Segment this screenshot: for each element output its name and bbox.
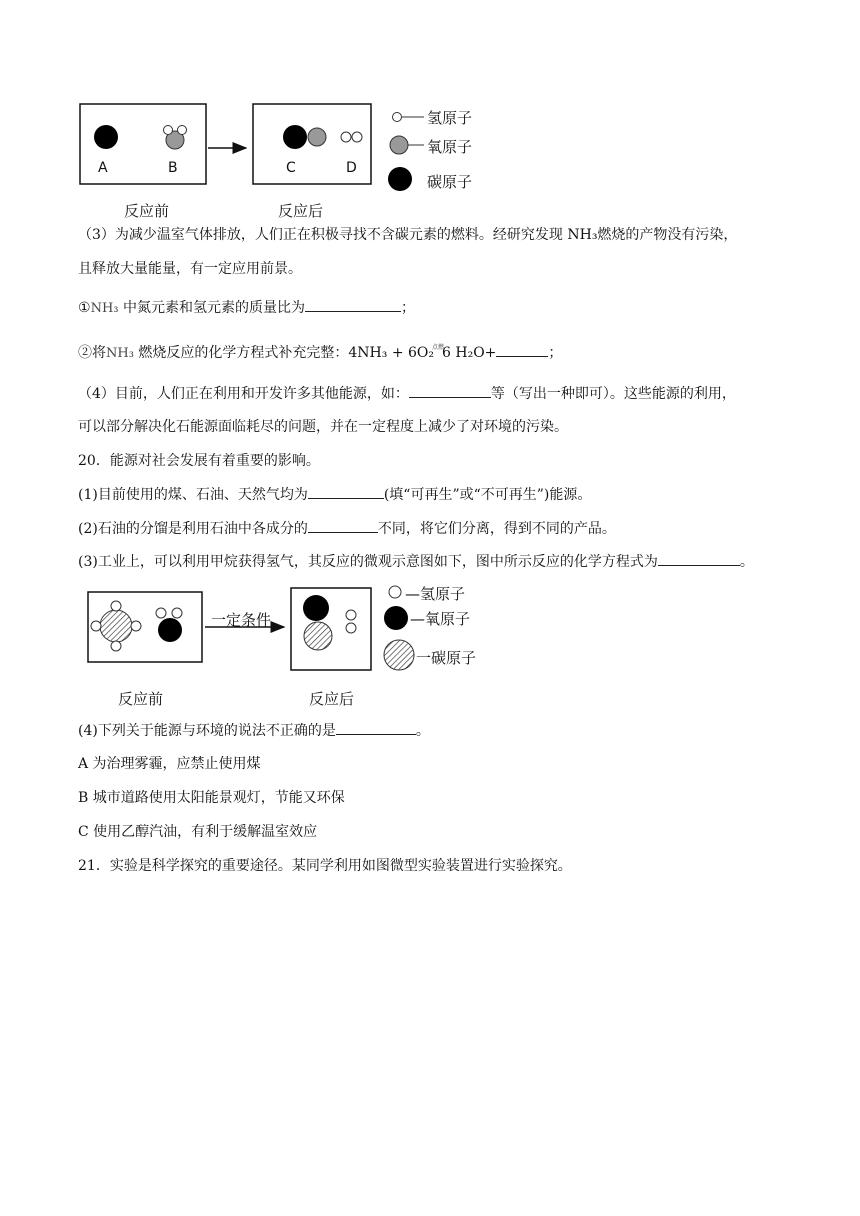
q20-option-A[interactable]: A 为治理雾霾，应禁止使用煤 — [78, 756, 261, 772]
item1-text: 中氮元素和氢元素的质量比为 — [118, 300, 305, 316]
q19-part3-line1: （3）为减少温室气体排放，人们正在积极寻找不含碳元素的燃料。经研究发现 NH₃燃烧的产物没有污染， — [78, 227, 738, 243]
answer-blank-energy-source[interactable] — [409, 383, 491, 398]
q20-title: 20．能源对社会发展有着重要的影响。 — [78, 453, 320, 469]
caption-before-1: 反应前 — [124, 202, 170, 220]
sub3-text-a: (3)工业上，可以利用甲烷获得氢气，其反应的微观示意图如下，图中所示反应的化学方程式为 — [78, 554, 658, 570]
legend-oxygen-symbol — [390, 136, 424, 154]
caption-before-2: 反应前 — [118, 690, 164, 708]
q20-option-C[interactable]: C 使用乙醇汽油，有利于缓解温室效应 — [78, 824, 318, 840]
sub3-end: 。 — [739, 554, 754, 570]
legend-oxygen-2: —氧原子 — [410, 610, 471, 628]
co-molecule-C — [283, 125, 326, 149]
q20-sub3 — [78, 551, 754, 572]
legend-hydrogen-symbol — [393, 113, 425, 122]
q19-part4-line1 — [78, 383, 736, 404]
q20-sub2 — [78, 518, 616, 539]
arrow-condition-label: 一定条件 — [211, 611, 272, 629]
part4-text-b: 等（写出一种即可）。这些能源的利用， — [490, 386, 736, 402]
item2-formula: NH₃ — [106, 346, 134, 361]
answer-blank-incorrect-statement[interactable] — [336, 720, 416, 735]
item1-prefix: ① — [78, 300, 91, 316]
item2-end: ； — [548, 345, 563, 361]
water-molecule-B — [164, 126, 187, 150]
item1-end: ； — [400, 300, 415, 316]
legend-carbon-2: 一碳原子 — [416, 649, 477, 667]
h2-molecule-2 — [346, 610, 356, 633]
legend-carbon-symbol-2 — [384, 640, 414, 670]
answer-blank-mass-ratio[interactable] — [305, 297, 401, 312]
sub4-text-a: (4)下列关于能源与环境的说法不正确的是 — [78, 723, 336, 739]
legend-hydrogen: 氢原子 — [427, 109, 473, 127]
item2-condition: 点燃 — [432, 344, 445, 351]
part4-text-a: （4）目前，人们正在利用和开发许多其他能源，如： — [78, 386, 409, 402]
caption-after-1: 反应后 — [278, 202, 324, 220]
legend-oxygen: 氧原子 — [427, 138, 473, 156]
item1-formula: NH₃ — [90, 301, 119, 316]
q20-option-B[interactable]: B 城市道路使用太阳能景观灯，节能又环保 — [78, 790, 345, 806]
q19-item2 — [78, 342, 562, 366]
legend-carbon: 碳原子 — [427, 173, 473, 191]
sub4-end: 。 — [415, 723, 430, 739]
methane-molecule — [91, 601, 141, 651]
q20-sub1 — [78, 484, 591, 505]
legend-hydrogen-symbol-2 — [389, 586, 401, 598]
answer-blank-equation[interactable] — [496, 342, 548, 357]
answer-blank-renewable[interactable] — [308, 484, 384, 499]
sub2-text-a: (2)石油的分馏是利用石油中各成分的 — [78, 521, 308, 537]
q19-item1 — [78, 297, 415, 319]
label-B: B — [168, 160, 178, 176]
sub1-text-b: (填“可再生”或“不可再生”)能源。 — [383, 487, 592, 503]
q21-title: 21．实验是科学探究的重要途径。某同学利用如图微型实验装置进行实验探究。 — [78, 858, 572, 874]
q19-part3-line2: 且释放大量能量，有一定应用前景。 — [78, 261, 302, 277]
sub1-text-a: (1)目前使用的煤、石油、天然气均为 — [78, 487, 308, 503]
products-box-2 — [291, 588, 371, 670]
caption-after-2: 反应后 — [309, 690, 355, 708]
item2-text: 燃烧反应的化学方程式补充完整：4NH₃ + 6O₂ — [133, 345, 434, 361]
label-D: D — [346, 160, 357, 176]
item2-prefix: ②将 — [78, 345, 106, 361]
h2-molecule-D — [341, 132, 362, 142]
legend-carbon-symbol — [388, 167, 412, 191]
q19-part4-line2: 可以部分解决化石能源面临耗尽的问题，并在一定程度上减少了对环境的污染。 — [78, 419, 568, 435]
co-molecule-2 — [303, 595, 332, 650]
legend-hydrogen-2: —氢原子 — [405, 585, 466, 603]
water-molecule-2 — [156, 608, 182, 642]
item2-after: 6 H₂O+ — [442, 345, 497, 361]
answer-blank-methane-equation[interactable] — [658, 551, 740, 566]
label-C: C — [286, 160, 296, 176]
answer-blank-boiling-point[interactable] — [308, 518, 378, 533]
carbon-atom-A — [94, 125, 118, 149]
label-A: A — [98, 160, 108, 176]
sub2-text-b: 不同，将它们分离，得到不同的产品。 — [377, 521, 616, 537]
q20-sub4 — [78, 720, 430, 741]
legend-oxygen-symbol-2 — [384, 606, 408, 630]
